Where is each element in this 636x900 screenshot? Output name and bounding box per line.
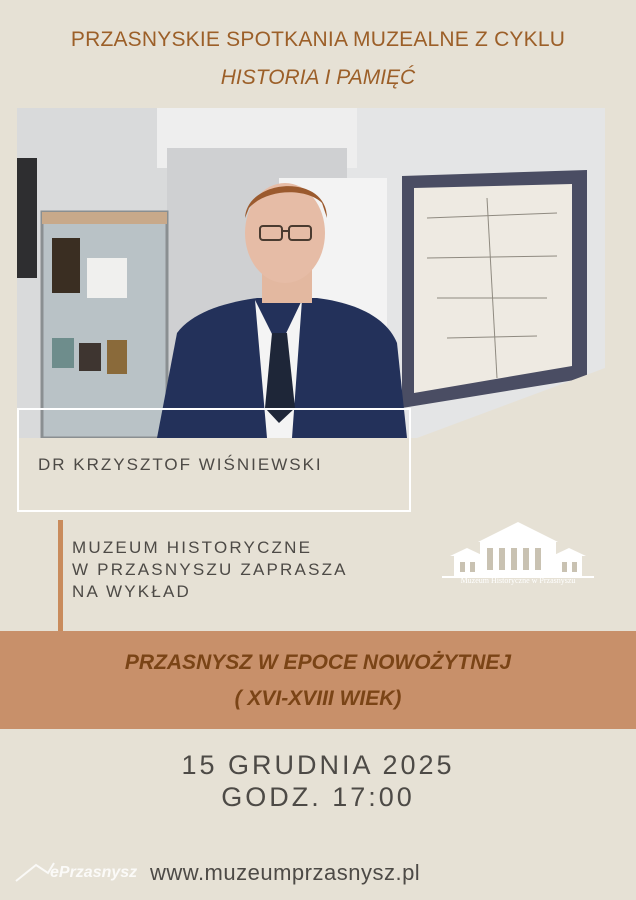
- watermark-text: ePrzasnysz: [50, 864, 138, 881]
- header-subtitle: HISTORIA I PAMIĘĆ: [220, 66, 416, 89]
- lecture-title: PRZASNYSZ W EPOCE NOWOŻYTNEJ: [124, 651, 512, 674]
- invitation-line: NA WYKŁAD: [72, 582, 191, 601]
- watermark-logo-icon: [14, 855, 154, 889]
- lecture-subtitle: ( XVI-XVIII WIEK): [234, 687, 402, 710]
- logo-caption: Muzeum Historyczne w Przasnyszu: [460, 576, 576, 585]
- lecture-band: [0, 631, 636, 729]
- invitation-line: MUZEUM HISTORYCZNE: [72, 538, 313, 557]
- speaker-name: DR KRZYSZTOF WIŚNIEWSKI: [38, 455, 323, 474]
- invitation-text: [72, 537, 348, 603]
- event-time: GODZ. 17:00: [221, 782, 415, 812]
- event-date: 15 GRUDNIA 2025: [181, 750, 455, 780]
- speaker-photo: [17, 108, 605, 438]
- website-link[interactable]: www.muzeumprzasnysz.pl: [150, 860, 421, 885]
- header-title: PRZASNYSKIE SPOTKANIA MUZEALNE Z CYKLU: [70, 28, 566, 51]
- accent-bar: [58, 520, 63, 632]
- invitation-line: W PRZASNYSZU ZAPRASZA: [72, 560, 348, 579]
